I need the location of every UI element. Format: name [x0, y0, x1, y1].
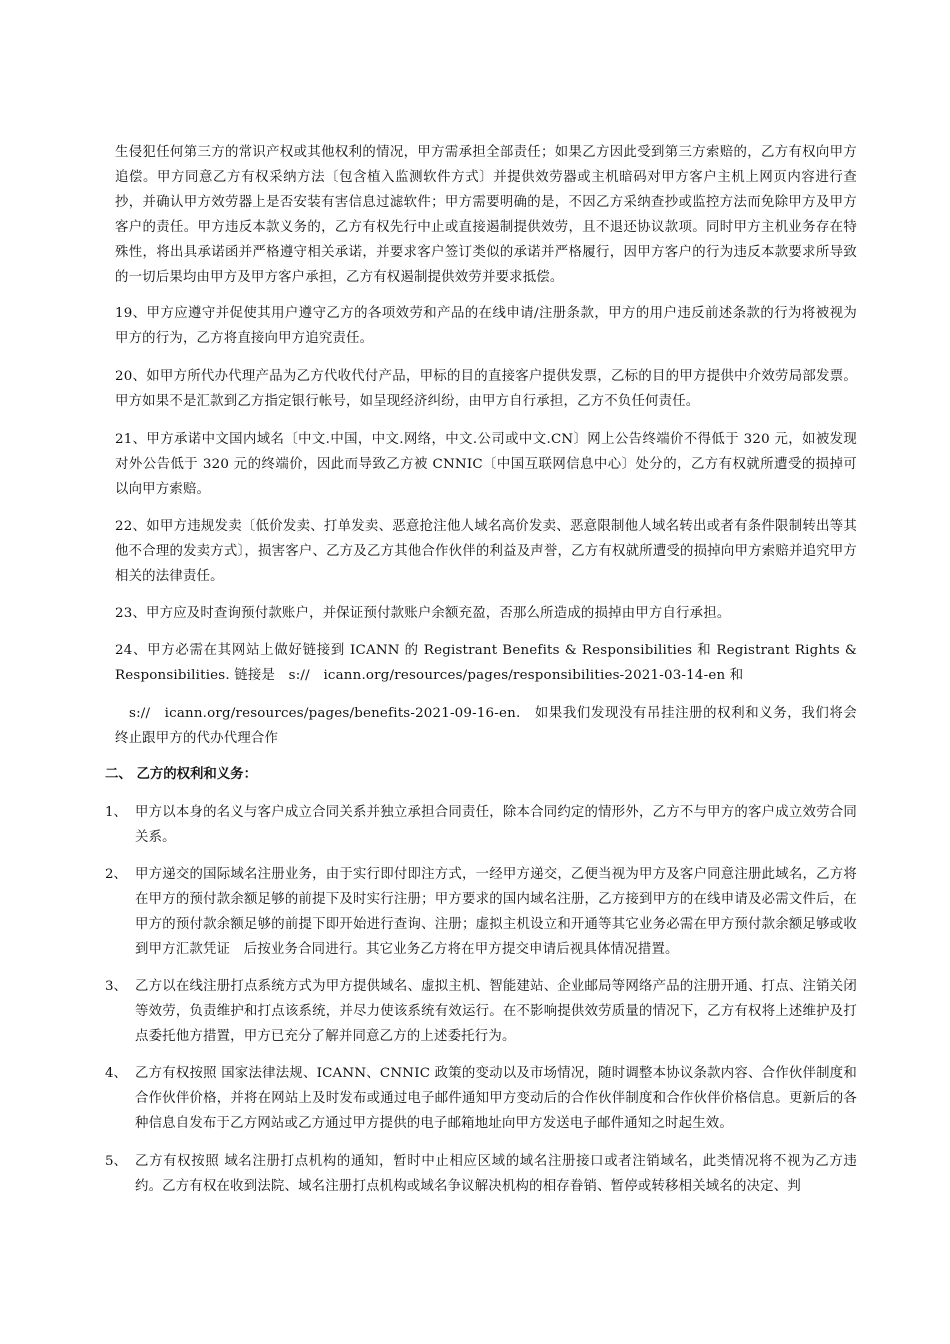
clause-20: 20、如甲方所代办代理产品为乙方代收代付产品，甲标的目的直接客户提供发票，乙标的目的甲方提供中介效劳局部发票。甲方如果不是汇款到乙方指定银行帐号，如呈现经济纠纷，由甲方自行承担，乙方不负任何责任。 — [115, 369, 857, 409]
clause-24: 24、甲方必需在其网站上做好链接到 ICANN 的 Registrant Benefits & Responsibilities 和 Registrant Rights & Responsibilities. 链接是 s:// icann.org/resources/pages/responsibilities-2021-03-14-en 和 — [115, 643, 857, 683]
list-item — [105, 862, 857, 962]
list-item-number: 4、 — [105, 1066, 127, 1081]
list-item-number: 5、 — [105, 1154, 127, 1169]
list-item-number: 2、 — [105, 867, 127, 882]
paragraph-continued: 生侵犯任何第三方的常识产权或其他权利的情况，甲方需承担全部责任；如果乙方因此受到第三方索赔的，乙方有权向甲方追偿。甲方同意乙方有权采纳方法〔包含植入监测软件方式〕并提供效劳器或主机暗码对甲方客户主机上网页内容进行查抄，并确认甲方效劳器上是否安装有害信息过滤软件；甲方需要明确的是，不因乙方采纳查抄或监控方法而免除甲方及甲方客户的责任。甲方违反本款义务的，乙方有权先行中止或直接遏制提供效劳，且不退还协议款项。同时甲方主机业务存在特殊性，将出具承诺函并严格遵守相关承诺，并要求客户签订类似的承诺并严格履行，因甲方客户的行为违反本款要求所导致的一切后果均由甲方及甲方客户承担，乙方有权遏制提供效劳并要求抵偿。 — [115, 145, 857, 285]
section-heading: 二、 乙方的权利和义务： — [105, 767, 257, 782]
clause-24-continued: s:// icann.org/resources/pages/benefits-2021-09-16-en. 如果我们发现没有吊挂注册的权利和义务，我们将会终止跟甲方的代办代理合作 — [115, 706, 857, 746]
list-item — [105, 1061, 857, 1136]
clause-23: 23、甲方应及时查询预付款账户，并保证预付款账户余额充盈，否那么所造成的损掉由甲方自行承担。 — [115, 606, 731, 621]
clause-22: 22、如甲方违规发卖〔低价发卖、打单发卖、恶意抢注他人域名高价发卖、恶意限制他人域名转出或者有条件限制转出等其他不合理的发卖方式〕，损害客户、乙方及乙方其他合作伙伴的利益及声誉，乙方有权就所遭受的损掉向甲方索赔并追究甲方相关的法律责任。 — [115, 519, 857, 584]
list-item-text: 乙方有权按照 国家法律法规、ICANN、CNNIC 政策的变动以及市场情况，随时调整本协议条款内容、合作伙伴制度和合作伙伴价格，并将在网站上及时发布或通过电子邮件通知甲方变动后的合作伙伴制度和合作伙伴价格信息。更新后的各种信息自发布于乙方网站或乙方通过甲方提供的电子邮箱地址向甲方发送电子邮件通知之时起生效。 — [135, 1066, 857, 1131]
list-item — [105, 1149, 857, 1199]
list-item-number: 1、 — [105, 805, 127, 820]
list-item-text: 乙方以在线注册打点系统方式为甲方提供域名、虚拟主机、智能建站、企业邮局等网络产品的注册开通、打点、注销关闭等效劳，负责维护和打点该系统，并尽力使该系统有效运行。在不影响提供效劳质量的情况下，乙方有权将上述维护及打点委托他方措置，甲方已充分了解并同意乙方的上述委托行为。 — [135, 979, 857, 1044]
list-item-text: 乙方有权按照 域名注册打点机构的通知，暂时中止相应区域的域名注册接口或者注销域名，此类情况将不视为乙方违约。乙方有权在收到法院、域名注册打点机构或域名争议解决机构的相存眷销、暂停或转移相关域名的决定、判 — [135, 1154, 857, 1194]
list-item-number: 3、 — [105, 979, 127, 994]
list-item-text: 甲方以本身的名义与客户成立合同关系并独立承担合同责任，除本合同约定的情形外，乙方不与甲方的客户成立效劳合同关系。 — [135, 805, 857, 845]
clause-21: 21、甲方承诺中文国内域名〔中文.中国，中文.网络，中文.公司或中文.CN〕网上公告终端价不得低于 320 元，如被发现对外公告低于 320 元的终端价，因此而导致乙方被 CNNIC〔中国互联网信息中心〕处分的，乙方有权就所遭受的损掉可以向甲方索赔。 — [115, 432, 857, 497]
clause-19: 19、甲方应遵守并促使其用户遵守乙方的各项效劳和产品的在线申请/注册条款，甲方的用户违反前述条款的行为将被视为甲方的行为，乙方将直接向甲方追究责任。 — [115, 306, 857, 346]
list-item-text: 甲方递交的国际域名注册业务，由于实行即付即注方式，一经甲方递交，乙便当视为甲方及客户同意注册此域名，乙方将在甲方的预付款余额足够的前提下及时实行注册；甲方要求的国内域名注册，乙方接到甲方的在线申请及必需文件后，在甲方的预付款余额足够的前提下即开始进行查询、注册；虚拟主机设立和开通等其它业务必需在甲方预付款余额足够或收到甲方汇款凭证 后按业务合同进行。其它业务乙方将在甲方提交申请后视具体情况措置。 — [135, 867, 857, 957]
list-item — [105, 800, 857, 850]
list-item — [105, 974, 857, 1049]
